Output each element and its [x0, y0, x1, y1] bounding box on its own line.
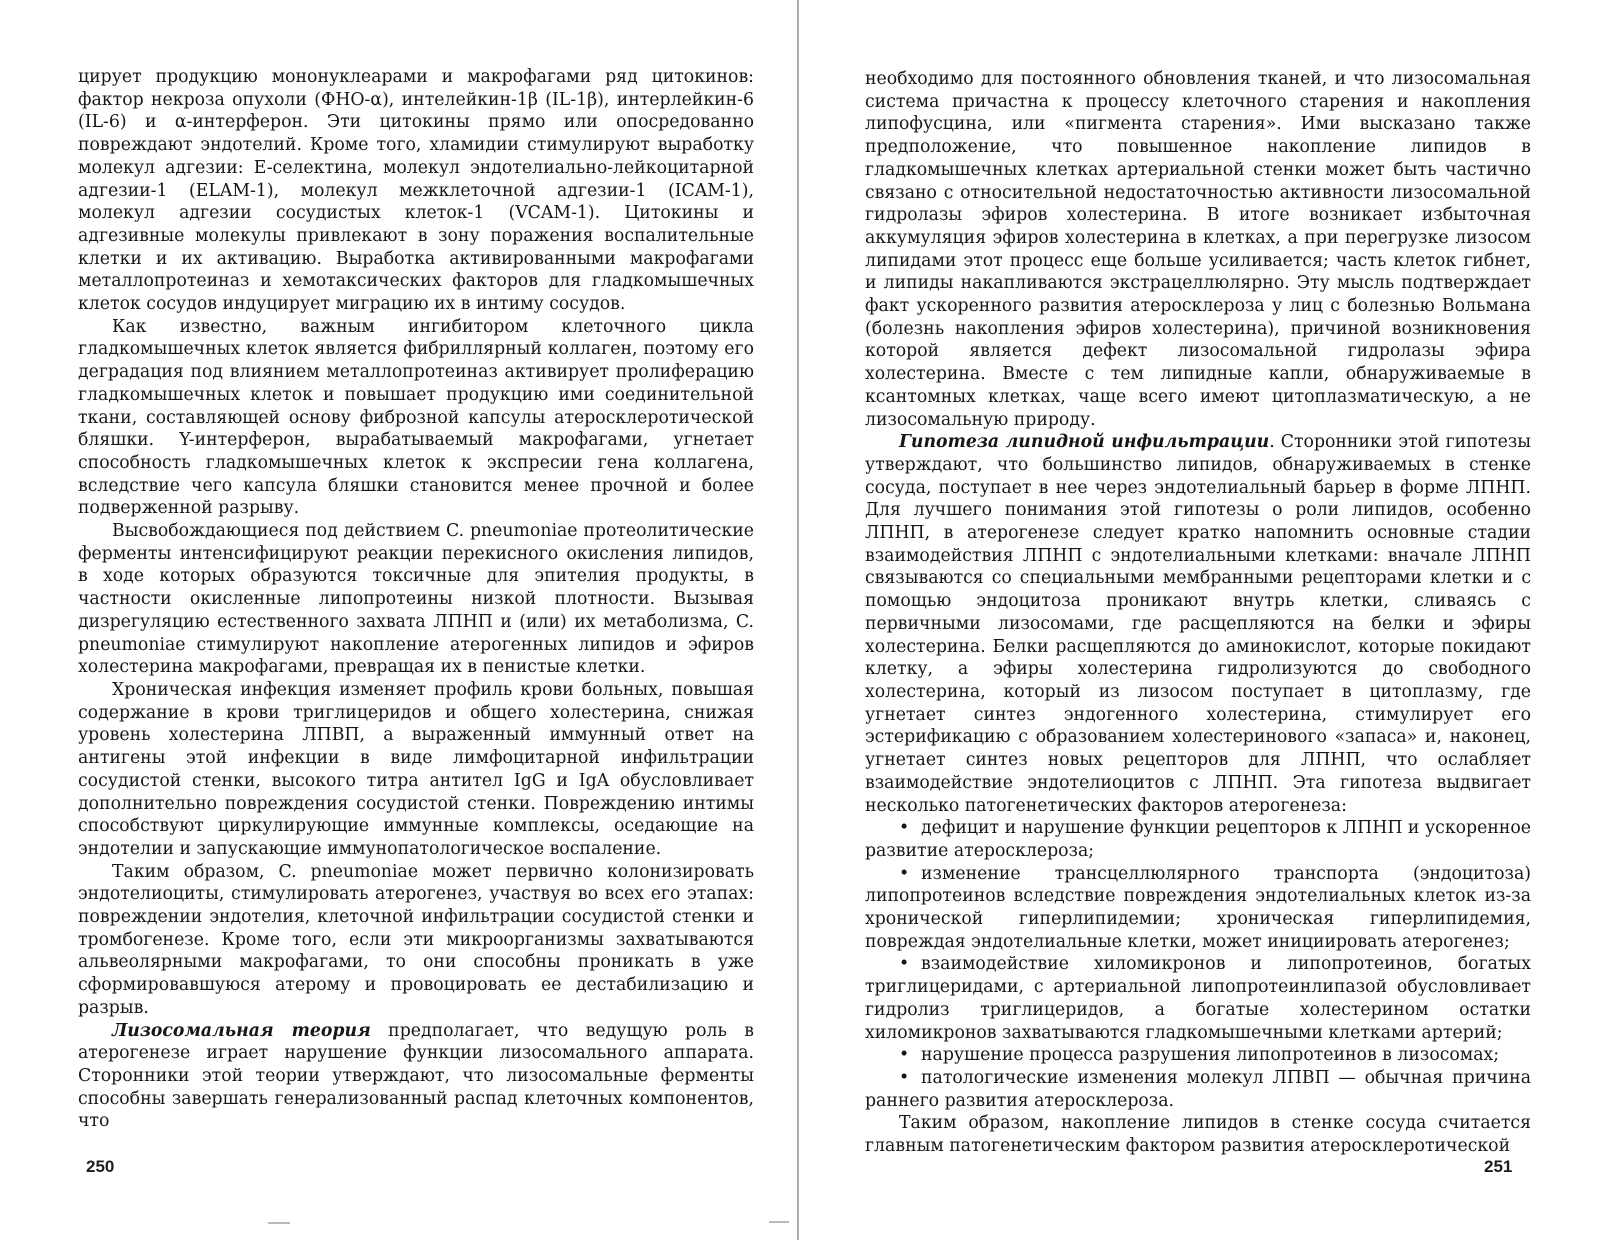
bullet-icon: •: [899, 818, 910, 839]
section-term: Лизосомальная теория: [112, 1020, 371, 1041]
list-item-text: взаимодействие хиломикронов и липопротеинов, богатых триглицеридами, с артериальной липопротеинлипазой обусловливает гидролиз триглицеридов, а богатые холестерином остатки хиломикронов захватываются гладкомышечными клетками артерий;: [865, 954, 1531, 1043]
paragraph: Таким образом, накопление липидов в стенке сосуда считается главным патогенетическим фактором развития атеросклеротической: [865, 1113, 1531, 1157]
left-page: [0, 0, 797, 1240]
paragraph-text: . Сторонники этой гипотезы утверждают, что большинство липидов, обнаруживаемых в стенке сосуда, поступает в нее через эндотелиальный барьер в форме ЛПНП. Для лучшего понимания этой гипотезы о роли липидов, особенно ЛПНП, в атерогенезе следует кратко напомнить основные стадии взаимодействия ЛПНП с эндотелиальными клетками: вначале ЛПНП связываются со специальными мембранными рецепторами клетки и с помощью эндоцитоза проникают внутрь клетки, сливаясь с первичными лизосомами, где расщепляются на белки и эфиры холестерина. Белки расщепляются до аминокислот, которые покидают клетку, а эфиры холестерина гидролизуются до свободного холестерина, который из лизосом поступает в цитоплазму, где угнетает синтез эндогенного холестерина, стимулирует его эстерификацию с образованием холестеринового «запаса» и, наконец, угнетает синтез новых рецепторов для ЛПНП, что ослабляет взаимодействие эндотелиоцитов с ЛПНП. Эта гипотеза выдвигает несколько патогенетических факторов атерогенеза:: [865, 432, 1531, 816]
scan-artifact: [268, 1222, 290, 1224]
paragraph: Таким образом, C. pneumoniae может первично колонизировать эндотелиоциты, стимулировать атерогенез, участвуя во всех его этапах: повреждении эндотелия, клеточной инфильтрации сосудистой стенки и тромбогенезе. Кроме того, если эти микроорганизмы захватываются альвеолярными макрофагами, то они способны проникать в уже сформировавшуюся атерому и провоцировать ее дестабилизацию и разрыв.: [78, 861, 754, 1018]
list-item-text: дефицит и нарушение функции рецепторов к ЛПНП и ускоренное развитие атеросклероза;: [865, 818, 1531, 861]
left-page-text-column: [78, 66, 754, 1133]
list-item-text: патологические изменения молекул ЛПВП — обычная причина раннего развития атеросклероза.: [865, 1067, 1531, 1111]
list-item-text: нарушение процесса разрушения липопротеинов в лизосомах;: [921, 1045, 1500, 1066]
bullet-icon: •: [899, 954, 910, 975]
right-page-text-column: [865, 68, 1531, 1158]
paragraph: Как известно, важным ингибитором клеточного цикла гладкомышечных клеток является фибриллярный коллаген, поэтому его деградация под влиянием металлопротеиназ активирует пролиферацию гладкомышечных клеток и повышает продукцию ими соединительной ткани, составляющей основу фиброзной капсулы атеросклеротической бляшки. Y-интерферон, вырабатываемый макрофагами, угнетает способность гладкомышечных клеток к экспресии гена коллагена, вследствие чего капсула бляшки становится менее прочной и более подверженной разрыву.: [78, 316, 754, 519]
paragraph: Высвобождающиеся под действием C. pneumoniae протеолитические ферменты интенсифицируют реакции перекисного окисления липидов, в ходе которых образуются токсичные для эпителия продукты, в частности окисленные липопротеины низкой плотности. Вызывая дизрегуляцию естественного захвата ЛПНП и (или) их метаболизма, C. pneumoniae стимулируют накопление атерогенных липидов и эфиров холестерина макрофагами, превращая их в пенистые клетки.: [78, 521, 754, 678]
paragraph-lysosomal-theory: [78, 1020, 754, 1134]
factor-list: [865, 817, 1531, 1112]
list-item: [865, 1067, 1531, 1112]
list-item-text: изменение трансцеллюлярного транспорта (эндоцитоза) липопротеинов вследствие повреждения эндотелиальных клеток из-за хронической гиперлипидемии; хроническая гиперлипидемия, повреждая эндотелиальные клетки, может инициировать атерогенез;: [865, 863, 1531, 952]
paragraph: Хроническая инфекция изменяет профиль крови больных, повышая содержание в крови триглицеридов и общего холестерина, снижая уровень холестерина ЛПВП, а выраженный иммунный ответ на антигены этой инфекции в виде лимфоцитарной инфильтрации сосудистой стенки, высокого титра антител IgG и IgA обусловливает дополнительно повреждения сосудистой стенки. Повреждению интимы способствуют циркулирующие иммунные комплексы, оседающие на эндотелии и запускающие иммунопатологическое воспаление.: [78, 679, 754, 859]
paragraph-lipid-infiltration: [865, 431, 1531, 817]
scan-artifact: [769, 1221, 789, 1223]
section-term: Гипотеза липидной инфильтрации: [899, 432, 1270, 453]
paragraph: цирует продукцию мононуклеарами и макрофагами ряд цитокинов: фактор некроза опухоли (ФНО-α), интелейкин-1β (IL-1β), интерлейкин-6 (IL-6) и α-интерферон. Эти цитокины прямо или опосредованно повреждают эндотелий. Кроме того, хламидии стимулируют выработку молекул адгезии: E-селектина, молекул эндотелиально-лейкоцитарной адгезии-1 (ELAM-1), молекул межклеточной адгезии-1 (ICAM-1), молекул адгезии сосудистых клеток-1 (VCAM-1). Цитокины и адгезивные молекулы привлекают в зону поражения воспалительные клетки и их активацию. Выработка активированными макрофагами металлопротеиназ и хемотаксических факторов для гладкомышечных клеток сосудов индуцирует миграцию их в интиму сосудов.: [78, 67, 754, 315]
page-number: 251: [1484, 1157, 1513, 1176]
bullet-icon: •: [899, 863, 910, 884]
list-item: [865, 953, 1531, 1044]
page-number: 250: [86, 1157, 115, 1176]
paragraph-text: предполагает, что ведущую роль в атерогенезе играет нарушение функции лизосомального аппарата. Сторонники этой теории утверждают, что лизосомальные ферменты способны завершать генерализованный распад клеточных компонентов, что: [78, 1020, 754, 1132]
bullet-icon: •: [899, 1067, 910, 1088]
paragraph: необходимо для постоянного обновления тканей, и что лизосомальная система причастна к процессу клеточного старения и накопления липофусцина, или «пигмента старения». Ими высказано также предположение, что повышенное накопление липидов в гладкомышечных клетках артериальной стенки может быть частично связано с относительной недостаточностью активности лизосомальной гидролазы эфиров холестерина. В итоге возникает избыточная аккумуляция эфиров холестерина в клетках, а при перегрузке лизосом липидами этот процесс еще больше усиливается; часть клеток гибнет, и липиды накапливаются экстрацеллюлярно. Эту мысль подтверждает факт ускоренного развития атеросклероза у лиц с болезнью Вольмана (болезнь накопления эфиров холестерина), причиной возникновения которой является дефект лизосомальной гидролазы эфира холестерина. Вместе с тем липидные капли, обнаруживаемые в ксантомных клетках, чаще всего имеют цитоплазматическую, а не лизосомальную природу.: [865, 69, 1531, 430]
list-item: [865, 863, 1531, 954]
bullet-icon: •: [899, 1045, 910, 1066]
list-item: [865, 817, 1531, 862]
right-page: [799, 0, 1600, 1240]
list-item: [865, 1044, 1531, 1067]
